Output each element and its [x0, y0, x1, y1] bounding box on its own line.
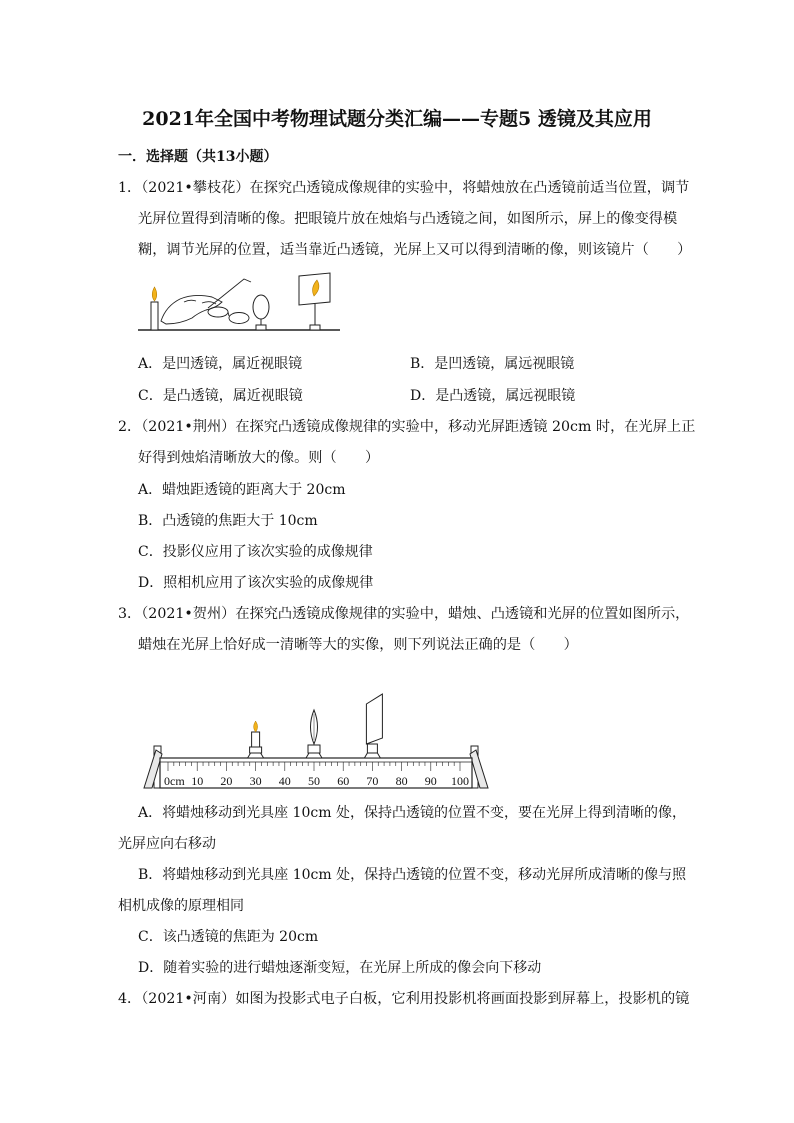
- q3-convex-lens: [306, 710, 322, 758]
- q3-candle: [248, 721, 264, 758]
- ruler-label: 30: [249, 774, 262, 788]
- ruler-label: 40: [278, 774, 291, 788]
- ruler-label: 0cm: [164, 774, 185, 788]
- q1-option-d: D．是凸透镜，属远视眼镜: [410, 388, 576, 404]
- q3-option-b-line-2: 相机成像的原理相同: [118, 898, 244, 914]
- ruler-label: 10: [191, 774, 204, 788]
- ruler-label: 90: [424, 774, 437, 788]
- q3-option-a-line-1: A．将蜡烛移动到光具座 10cm 处，保持凸透镜的位置不变，要在光屏上得到清晰的像，: [138, 805, 686, 821]
- page-title: 2021年全国中考物理试题分类汇编——专题5 透镜及其应用: [142, 108, 652, 130]
- q3-light-screen: [364, 694, 382, 758]
- q3-figure-optical-bench: [138, 690, 494, 792]
- ruler-label: 80: [395, 774, 408, 788]
- q3-line-1: 3．（2021•贺州）在探究凸透镜成像规律的实验中，蜡烛、凸透镜和光屏的位置如图所示，: [118, 606, 690, 622]
- q4-line-1: 4．（2021•河南）如图为投影式电子白板，它利用投影机将画面投影到屏幕上，投影机的镜: [118, 991, 690, 1007]
- q2-line-1: 2．（2021•荆州）在探究凸透镜成像规律的实验中，移动光屏距透镜 20cm 时，在光屏上正: [118, 419, 696, 435]
- q2-option-a: A．蜡烛距透镜的距离大于 20cm: [138, 482, 346, 498]
- ruler-label: 50: [308, 774, 320, 788]
- q3-option-b-line-1: B．将蜡烛移动到光具座 10cm 处，保持凸透镜的位置不变，移动光屏所成清晰的像与照: [138, 867, 687, 883]
- q1-candle: [151, 287, 158, 330]
- q3-option-c: C．该凸透镜的焦距为 20cm: [138, 929, 319, 945]
- q3-left-stand: [144, 746, 162, 788]
- q3-line-2: 蜡烛在光屏上恰好成一清晰等大的实像，则下列说法正确的是（ ）: [138, 637, 578, 653]
- q1-option-a: A．是凹透镜，属近视眼镜: [138, 356, 303, 372]
- section-heading: 一．选择题（共13小题）: [118, 149, 278, 165]
- q3-option-a-line-2: 光屏应向右移动: [118, 836, 216, 852]
- q3-option-d: D．随着实验的进行蜡烛逐渐变短，在光屏上所成的像会向下移动: [138, 960, 542, 976]
- q3-right-stand: [470, 746, 488, 788]
- q2-line-2: 好得到烛焰清晰放大的像。则（ ）: [138, 450, 380, 466]
- ruler-label: 60: [337, 774, 350, 788]
- q1-line-1: 1．（2021•攀枝花）在探究凸透镜成像规律的实验中，将蜡烛放在凸透镜前适当位置，调节: [118, 180, 690, 196]
- q2-option-b: B．凸透镜的焦距大于 10cm: [138, 513, 318, 529]
- q1-figure-eyeglass-experiment: [136, 266, 342, 334]
- ruler-label: 70: [366, 774, 379, 788]
- q1-option-c: C．是凸透镜，属近视眼镜: [138, 388, 303, 404]
- ruler-label: 20: [220, 774, 233, 788]
- q2-option-c: C．投影仪应用了该次实验的成像规律: [138, 544, 373, 560]
- q1-convex-lens: [253, 295, 269, 330]
- q1-option-b: B．是凹透镜，属远视眼镜: [410, 356, 575, 372]
- ruler-label: 100: [451, 774, 469, 788]
- q2-option-d: D．照相机应用了该次实验的成像规律: [138, 575, 374, 591]
- q1-line-3: 糊，调节光屏的位置，适当靠近凸透镜，光屏上又可以得到清晰的像，则该镜片（ ）: [138, 242, 692, 258]
- q1-line-2: 光屏位置得到清晰的像。把眼镜片放在烛焰与凸透镜之间，如图所示，屏上的像变得模: [138, 211, 678, 227]
- q1-light-screen: [299, 273, 330, 330]
- q1-hand-holding-glasses: [161, 279, 251, 324]
